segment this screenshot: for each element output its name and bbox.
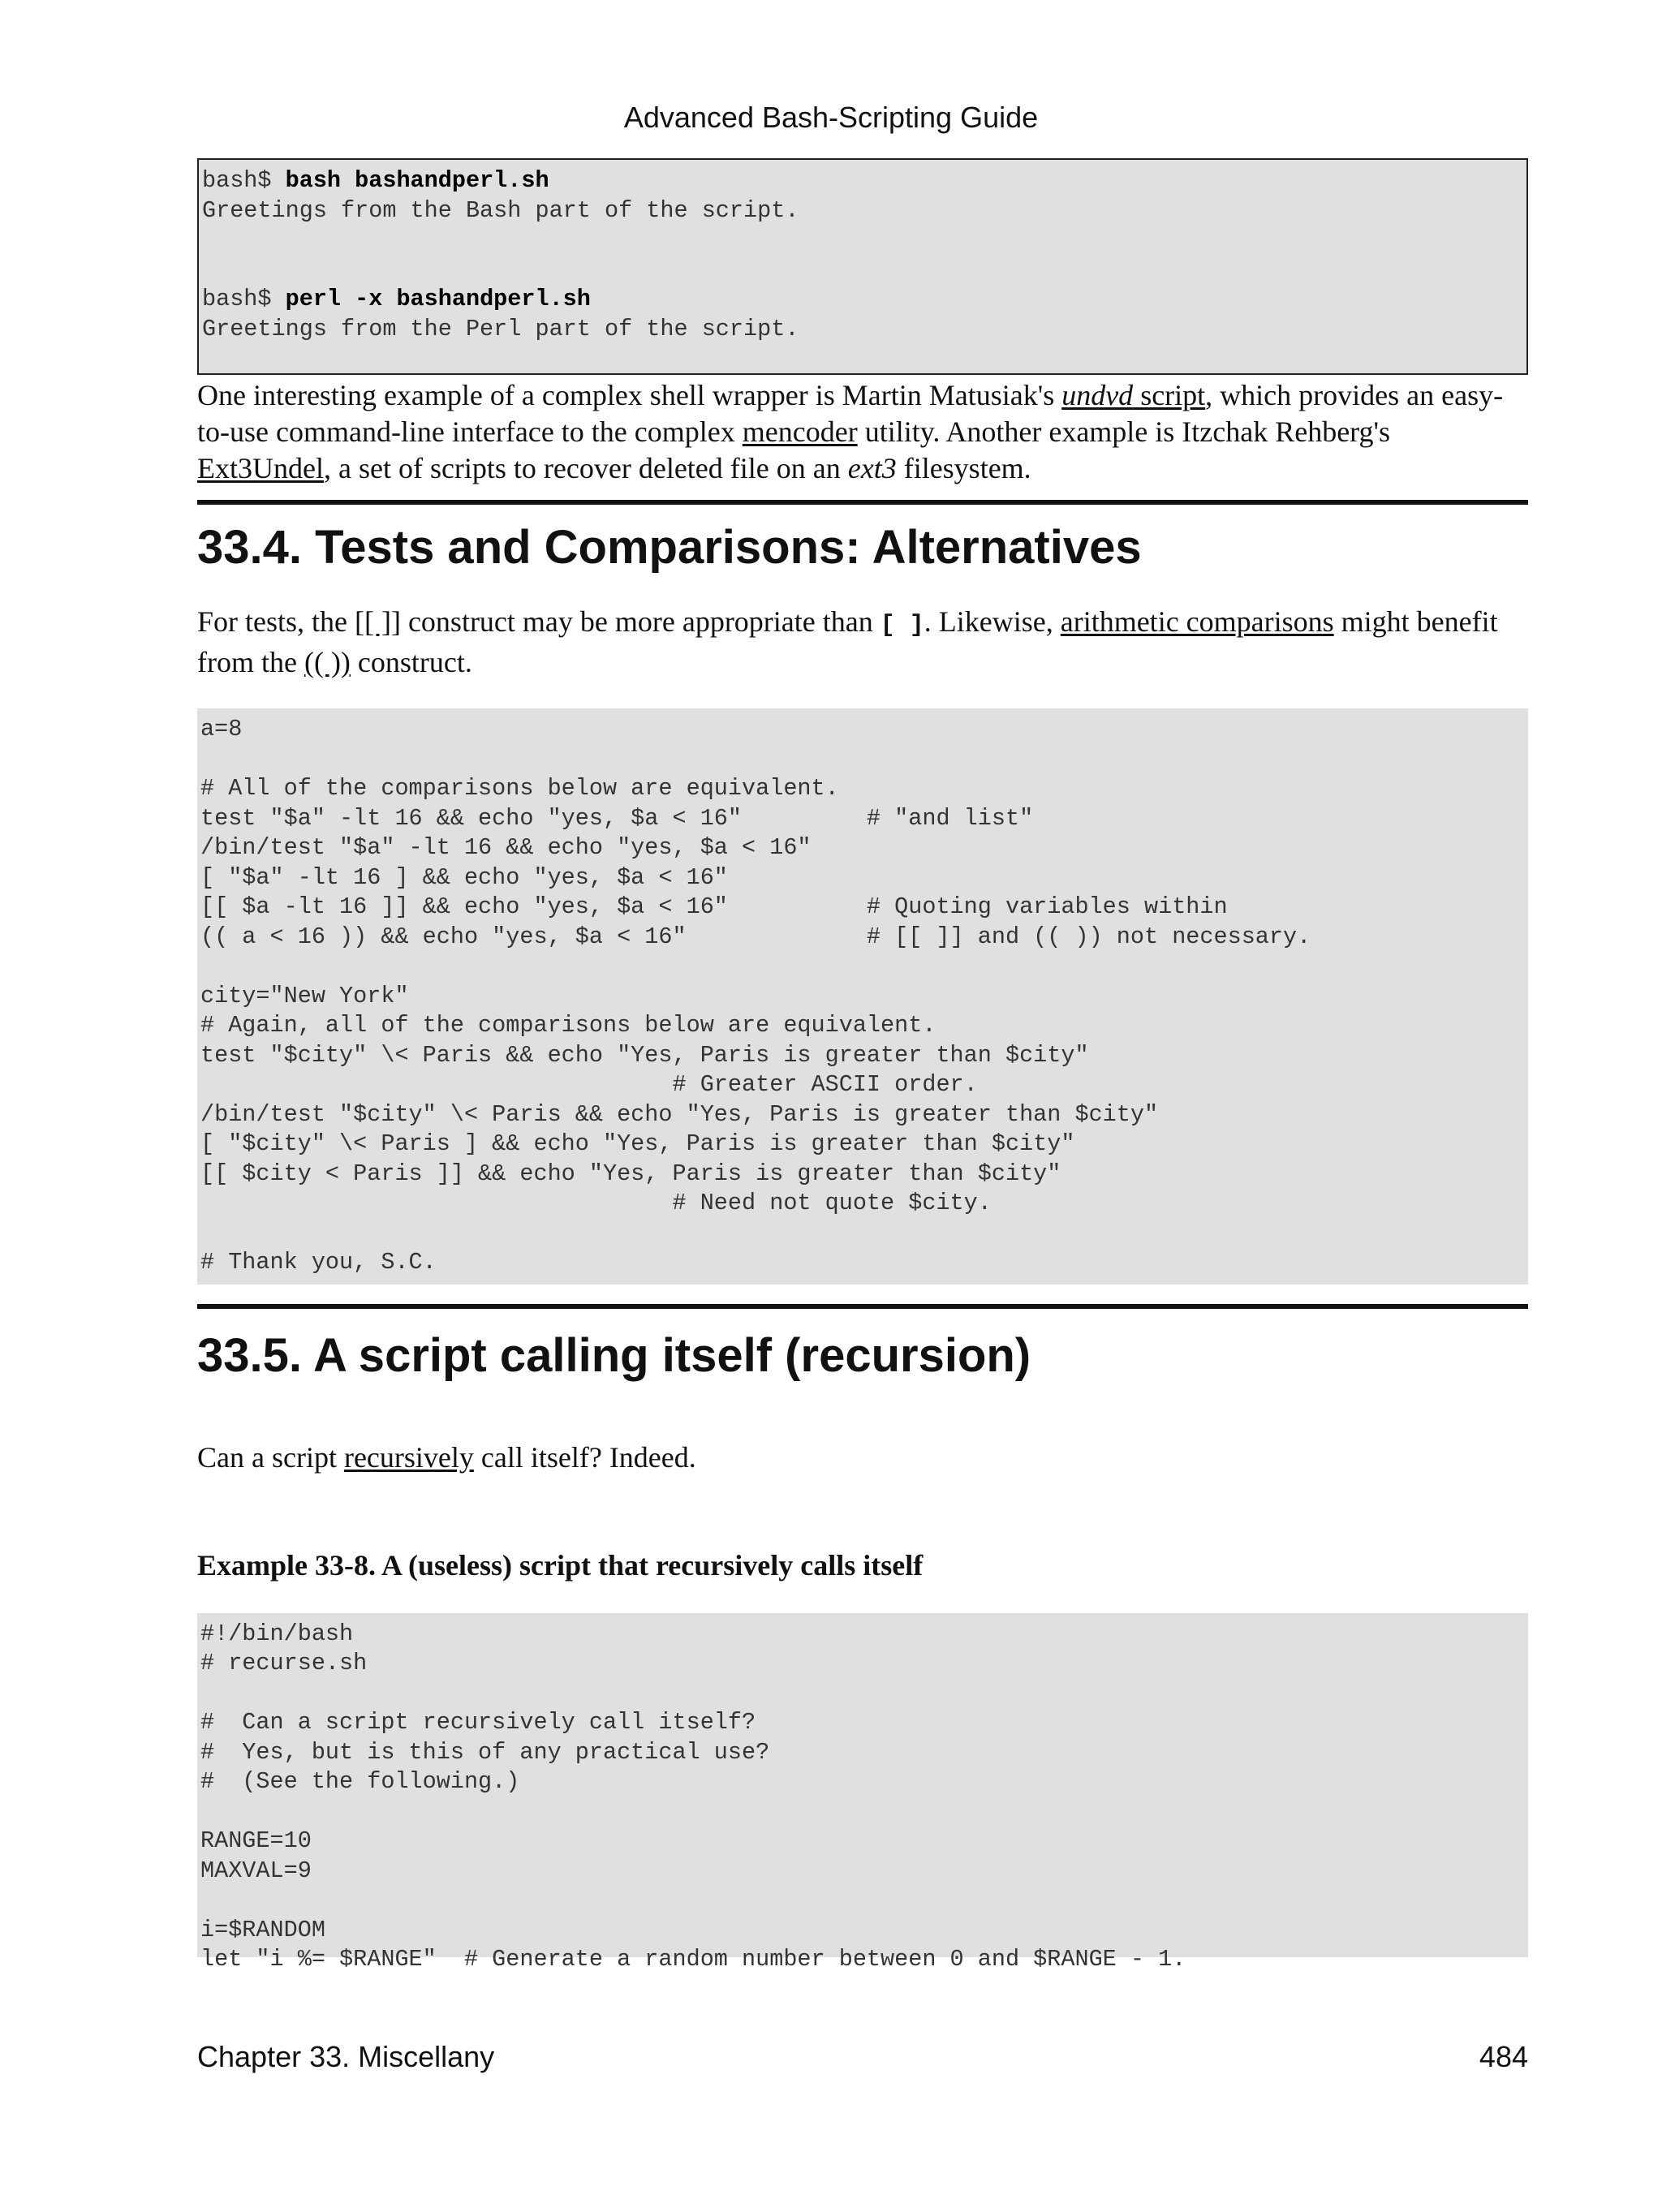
single-bracket-code: [ ] <box>880 612 924 639</box>
arithmetic-comparisons-link[interactable]: arithmetic comparisons <box>1060 605 1334 638</box>
output-line: Greetings from the Perl part of the script. <box>202 315 799 342</box>
page-number: 484 <box>1479 2040 1528 2073</box>
ext3undel-link[interactable]: Ext3Undel <box>197 452 324 484</box>
page-footer <box>197 2038 1528 2076</box>
prompt: bash$ <box>202 167 286 194</box>
page-header: Advanced Bash-Scripting Guide <box>623 101 1039 134</box>
undvd-script-link[interactable]: undvd script <box>1061 379 1206 411</box>
section-divider <box>197 500 1528 505</box>
output-line: Greetings from the Bash part of the script. <box>202 196 799 224</box>
command: perl -x bashandperl.sh <box>285 286 591 312</box>
section-heading-33-5: 33.5. A script calling itself (recursion) <box>197 1328 1031 1382</box>
mencoder-link[interactable]: mencoder <box>742 415 858 448</box>
command: bash bashandperl.sh <box>285 167 549 194</box>
page-content <box>197 158 1528 1973</box>
code-listing: a=8 # All of the comparisons below are equivalent. test "$a" -lt 16 && echo "yes, $a < 16" # "and list" /bin/test "$a" -lt 16 && echo "yes, $a < 16" [ "$a" -lt 16 ] && echo "yes, $a < 16" [[ $a -lt 16 ]] && echo "yes, $a < 16" # Quoting variables within (( a < 16 )) && echo "yes, $a < 16" # [[ ]] and (( )) not necessary. city="New York" # Again, all of the comparisons below are equivalent. test "$city" \< Paris && echo "Yes, Paris is greater than $city" # Greater ASCII order. /bin/test "$city" \< Paris && echo "Yes, Paris is greater than $city" [ "$city" \< Paris ] && echo "Yes, Paris is greater than $city" [[ $city < Paris ]] && echo "Yes, Paris is greater than $city" # Need not quote $city. # Thank you, S.C. <box>200 716 1311 1276</box>
recurse-code-block <box>197 1613 1528 1973</box>
prompt: bash$ <box>202 286 286 312</box>
terminal-output <box>202 166 1526 344</box>
recursively-link[interactable]: recursively <box>343 1440 474 1474</box>
tests-paragraph: For tests, the [[ ]] construct may be more appropriate than [ ]. Likewise, arithmetic comparisons might benefit from the (( )) construct. <box>197 605 1498 678</box>
code-listing: #!/bin/bash # recurse.sh # Can a script recursively call itself? # Yes, but is this of any practical use? # (See the following.) RANGE=10 MAXVAL=9 i=$RANDOM let "i %= $RANGE" # Generate a random number between 0 and $RANGE - 1. <box>200 1620 1186 1973</box>
double-bracket-link[interactable]: [[ ]] <box>355 605 401 638</box>
ext3-term: ext3 <box>847 452 897 484</box>
section-divider <box>197 1304 1528 1309</box>
wrapper-paragraph: One interesting example of a complex shell wrapper is Martin Matusiak's undvd script, which provides an easy-to-use command-line interface to the complex mencoder utility. Another example is Itzchak Rehberg's Ext3Undel, a set of scripts to recover deleted file on an ext3 filesystem. <box>197 379 1504 484</box>
section-heading-33-4: 33.4. Tests and Comparisons: Alternatives <box>197 521 1142 574</box>
chapter-label: Chapter 33. Miscellany <box>197 2040 495 2073</box>
comparisons-code-block <box>197 708 1528 1285</box>
terminal-output-box <box>197 158 1528 375</box>
recursion-paragraph: Can a script recursively call itself? Indeed. <box>197 1440 696 1474</box>
double-paren-link[interactable]: (( )) <box>304 646 351 678</box>
example-title: Example 33-8. A (useless) script that recursively calls itself <box>197 1548 924 1582</box>
